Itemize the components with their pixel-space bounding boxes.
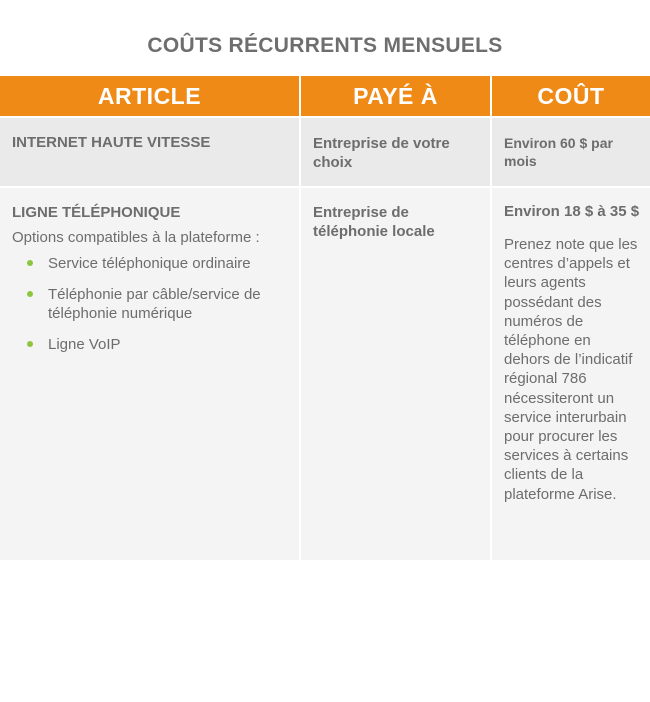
- page-title: COÛTS RÉCURRENTS MENSUELS: [147, 34, 503, 57]
- bullet-dot-icon: [27, 260, 33, 266]
- cost-text: Environ 18 $ à 35 $: [504, 203, 640, 220]
- cost-note: Prenez note que les centres d’appels et leurs agents possédant des numéros de téléphone en dehors de l’indicatif régional 786 nécessiteront un service interurbain pour procurer les services à certains clients de la plateforme Arise.: [504, 236, 638, 503]
- item-title: LIGNE TÉLÉPHONIQUE: [12, 204, 181, 221]
- paid-to-text: Entreprise de votre choix: [313, 135, 450, 171]
- paid-to-text: Entreprise de téléphonie locale: [313, 204, 435, 240]
- costs-table: [0, 76, 650, 560]
- cell-paid-to: [300, 117, 491, 187]
- item-title: INTERNET HAUTE VITESSE: [12, 134, 211, 151]
- table-header-row: [0, 76, 650, 117]
- bullet-dot-icon: [27, 341, 33, 347]
- option-label: Téléphonie par câble/service de téléphonie numérique: [48, 286, 261, 322]
- list-item: [30, 285, 299, 323]
- table-row-phone-line: [0, 187, 650, 560]
- header-cost: COÛT: [491, 76, 650, 117]
- cell-paid-to: [300, 187, 491, 560]
- list-item: [30, 254, 299, 273]
- bullet-dot-icon: [27, 291, 33, 297]
- table-row-internet: [0, 117, 650, 187]
- cost-text: Environ 60 $ par mois: [504, 135, 613, 169]
- cell-cost: [491, 117, 650, 187]
- options-list: [0, 254, 299, 354]
- list-item: [30, 335, 299, 354]
- option-label: Service téléphonique ordinaire: [48, 255, 251, 272]
- header-paid-to: PAYÉ À: [300, 76, 491, 117]
- option-label: Ligne VoIP: [48, 336, 121, 353]
- cell-cost: [491, 187, 650, 560]
- header-article: ARTICLE: [0, 76, 300, 117]
- cell-item: [0, 117, 300, 187]
- cell-item: [0, 187, 300, 560]
- options-intro: Options compatibles à la plateforme :: [12, 229, 260, 246]
